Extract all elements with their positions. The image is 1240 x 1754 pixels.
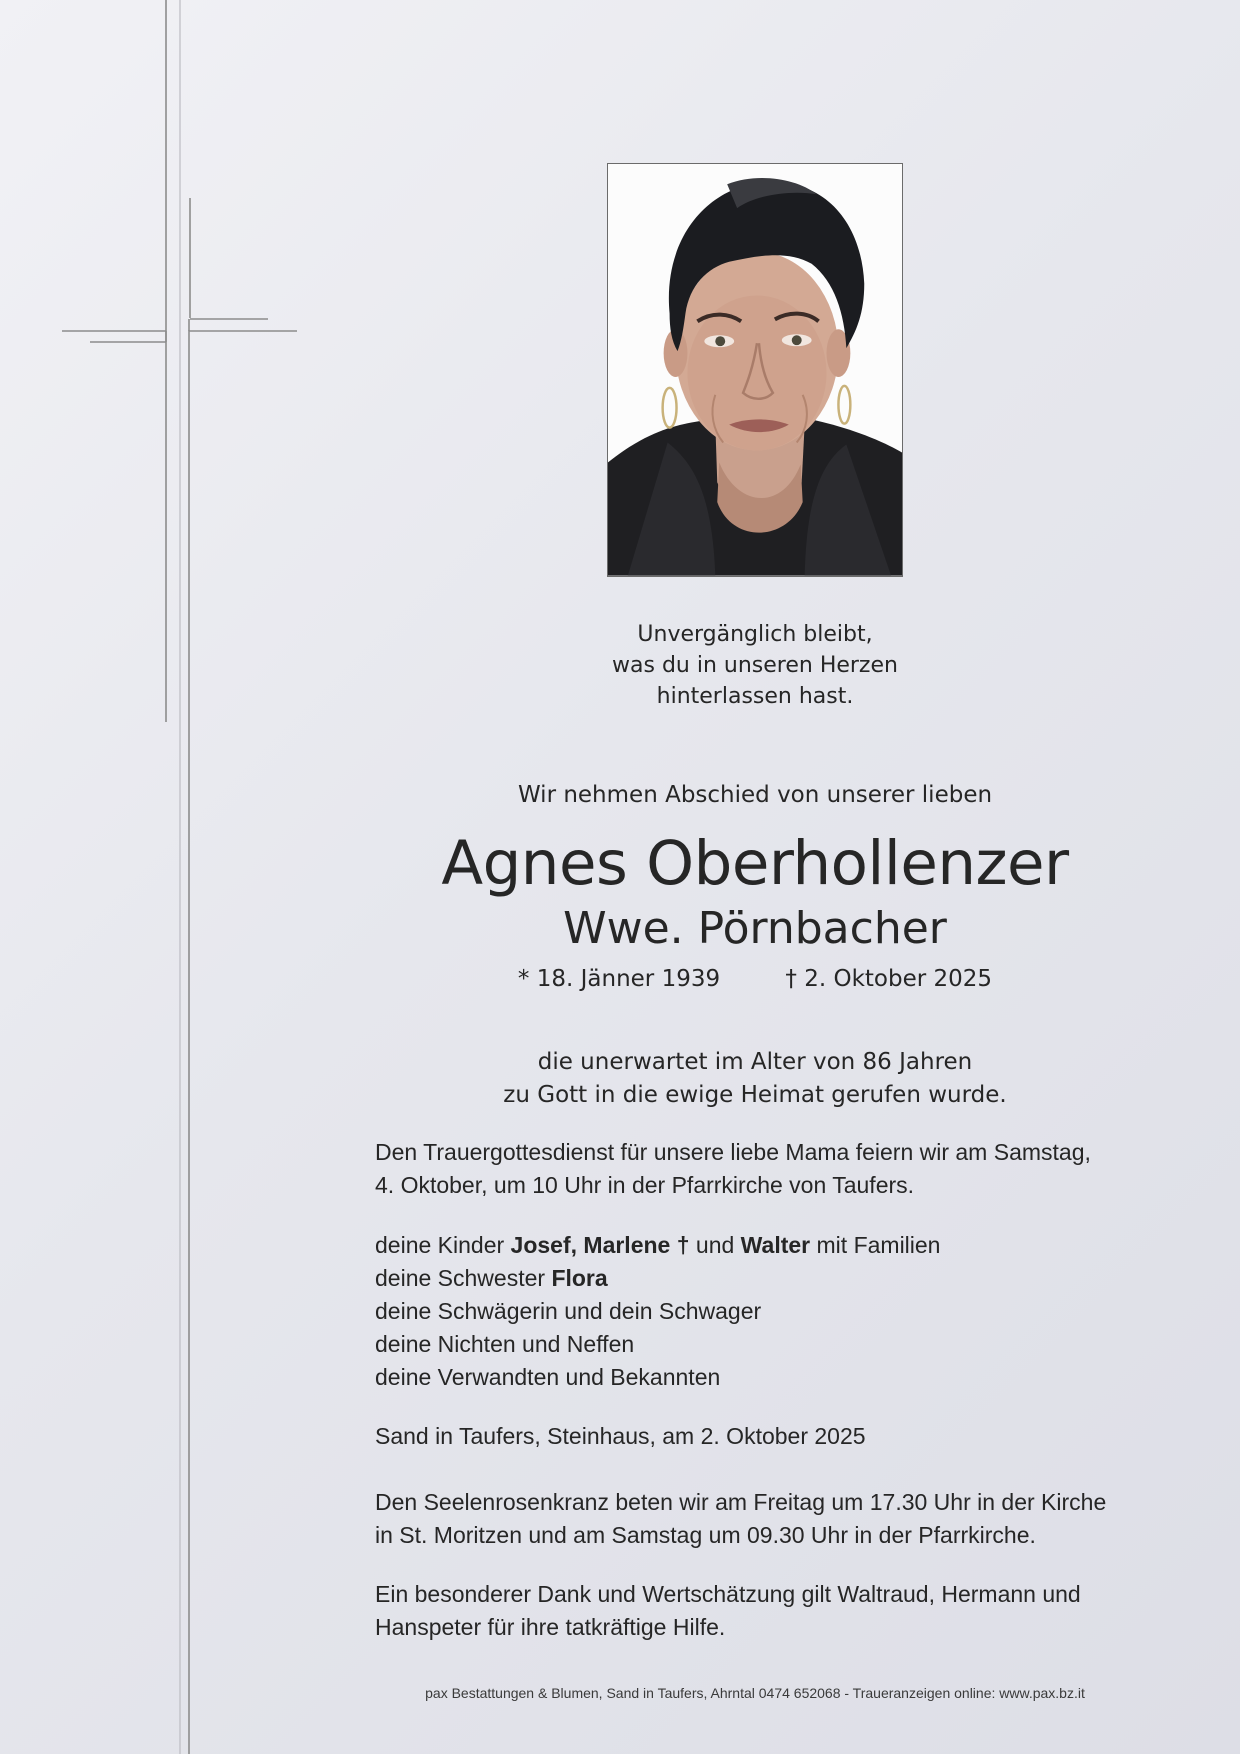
mourners-in-laws: deine Schwägerin und dein Schwager bbox=[375, 1298, 762, 1324]
memorial-quote bbox=[310, 619, 1200, 712]
birth-date: * 18. Jänner 1939 bbox=[517, 966, 721, 992]
quote-line: Unvergänglich bleibt, bbox=[637, 622, 873, 647]
mourners-text: mit Familien bbox=[810, 1232, 941, 1258]
mourners-names: Josef, Marlene † bbox=[510, 1232, 690, 1258]
life-dates bbox=[310, 964, 1200, 994]
death-date: † 2. Oktober 2025 bbox=[785, 966, 993, 992]
deceased-widow-name: Wwe. Pörnbacher bbox=[563, 903, 947, 954]
service-line: 4. Oktober, um 10 Uhr in der Pfarrkirche von Taufers. bbox=[375, 1172, 915, 1198]
mourners-names: Walter bbox=[740, 1232, 811, 1258]
portrait-illustration bbox=[608, 164, 902, 576]
mourners-text: deine Schwester bbox=[375, 1265, 552, 1291]
mourners-names: Flora bbox=[551, 1265, 608, 1291]
passing-line: zu Gott in die ewige Heimat gerufen wurde. bbox=[503, 1082, 1007, 1108]
quote-line: hinterlassen hast. bbox=[656, 684, 854, 709]
mourners-text: deine Kinder bbox=[375, 1232, 511, 1258]
mourners-text: und bbox=[689, 1232, 741, 1258]
thanks-line: Hanspeter für ihre tatkräftige Hilfe. bbox=[375, 1614, 726, 1640]
mourners-list bbox=[375, 1229, 1165, 1394]
place-date-text: Sand in Taufers, Steinhaus, am 2. Oktober 2025 bbox=[375, 1423, 866, 1449]
portrait-photo bbox=[607, 163, 903, 577]
deceased-name: Agnes Oberhollenzer bbox=[441, 828, 1069, 899]
intro-text: Wir nehmen Abschied von unserer lieben bbox=[517, 782, 993, 808]
thanks-text bbox=[375, 1578, 1165, 1644]
thanks-line: Ein besonderer Dank und Wertschätzung gilt Waltraud, Hermann und bbox=[375, 1581, 1081, 1607]
passing-text bbox=[310, 1046, 1200, 1112]
funeral-home-footer: pax Bestattungen & Blumen, Sand in Taufers, Ahrntal 0474 652068 - Traueranzeigen online: www.pax.bz.it bbox=[425, 1685, 1085, 1701]
service-line: Den Trauergottesdienst für unsere liebe Mama feiern wir am Samstag, bbox=[375, 1139, 1091, 1165]
mourners-nieces-nephews: deine Nichten und Neffen bbox=[375, 1331, 635, 1357]
rosary-line: in St. Moritzen und am Samstag um 09.30 Uhr in der Pfarrkirche. bbox=[375, 1522, 1036, 1548]
quote-line: was du in unseren Herzen bbox=[612, 653, 898, 678]
rosary-text bbox=[375, 1486, 1165, 1552]
place-date bbox=[375, 1420, 1165, 1453]
passing-line: die unerwartet im Alter von 86 Jahren bbox=[537, 1049, 973, 1075]
funeral-service-text bbox=[375, 1136, 1165, 1202]
mourners-relatives: deine Verwandten und Bekannten bbox=[375, 1364, 721, 1390]
rosary-line: Den Seelenrosenkranz beten wir am Freitag um 17.30 Uhr in der Kirche bbox=[375, 1489, 1107, 1515]
cross-decoration bbox=[0, 0, 320, 1754]
mourners-sister bbox=[375, 1262, 1165, 1295]
mourners-children bbox=[375, 1229, 1165, 1262]
